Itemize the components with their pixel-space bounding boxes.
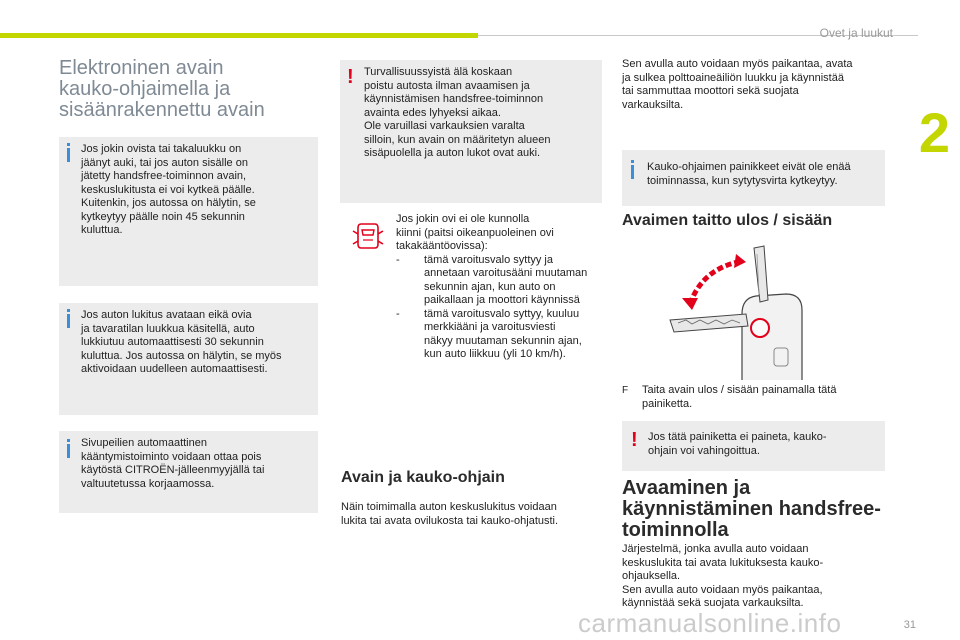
info-note [59,137,318,286]
text-line: poistu autosta ilman avaamisen ja [364,79,530,92]
page-title-line: sisäänrakennettu avain [59,99,265,121]
text-line: sisäpuolella ja auton lukot ovat auki. [364,147,541,159]
text-line: takakääntöovissa): [396,240,488,252]
fold-step [622,384,887,411]
text-line: jätetty handsfree-toiminnon avain, [81,170,247,182]
text-line: lukita tai avata ovilukosta tai kauko-ohjatusti. [341,514,559,527]
text-line: Sen avulla auto voidaan myös paikantaa, avata [622,58,853,70]
warning-icon: ! [631,429,638,451]
step-symbol: F [622,385,629,396]
text-line: kuluttua. [81,224,123,236]
text-line: kääntymistoiminto voidaan ottaa pois [81,450,262,463]
text-line: tai sammuttaa moottori sekä suojata [622,85,799,97]
info-note-text [81,143,313,238]
text-line: Ole varuillasi varkauksien varalta [364,120,525,132]
text-line: näkyy muutaman sekunnin ajan, [424,334,582,347]
door-warning-text [396,213,606,362]
text-line: merkkiääni ja varoitusviesti [424,321,556,333]
text-line: Jos jokin ovista tai takaluukku on [81,143,242,155]
text-line: aktivoidaan uudelleen automaattisesti. [81,363,268,375]
section-handsfree-text [622,543,887,611]
section-heading-handsfree [622,478,892,541]
warning-note-text [364,66,598,161]
text-line: käytöstä CITROËN-jälleenmyyjällä tai [81,464,265,476]
text-line: Jos auton lukitus avataan eikä ovia [81,309,252,321]
text-line: avainta edes lyhyeksi aikaa. [364,106,501,119]
text-line: ohjauksella. [622,570,681,582]
door-open-warning-icon [352,220,384,252]
text-line: Jos jokin ovi ei ole kunnolla [396,213,530,225]
text-line: keskuslukitusta ei voi kytkeä päälle. [81,183,255,196]
section-remote-text [341,501,603,528]
info-icon-bar [67,314,70,328]
list-dash: - [396,307,400,320]
info-icon [67,143,70,146]
info-note-text [81,309,315,377]
chapter-number: 2 [918,101,950,164]
list-item [396,308,606,362]
warning-note-text [648,431,882,458]
page-title-line: Elektroninen avain [59,57,224,79]
text-line: silloin, kun avain on määritetyn alueen [364,133,551,146]
text-line: sekunnin ajan, kun auto on [424,280,556,293]
info-note [59,431,318,513]
list-item [396,254,606,308]
warning-icon: ! [347,66,354,88]
list-dash: - [396,253,400,266]
right-intro-text [622,58,887,112]
info-note [59,303,318,415]
text-line: jäänyt auki, tai jos auton sisälle on [81,156,248,169]
text-line: Sivupeilien automaattinen [81,437,207,449]
page-title [59,58,319,121]
section-header-title: Ovet ja luukut [819,26,893,40]
text-line: Kauko-ohjaimen painikkeet eivät ole enää [647,161,851,173]
text-line: tämä varoitusvalo syttyy, kuuluu [424,307,580,320]
text-line: ja sulkea polttoaineäiliön luukku ja käynnistää [622,71,844,84]
text-line: paikallaan ja moottori käynnissä [424,294,580,306]
info-icon-bar [631,165,634,179]
text-line: tämä varoitusvalo syttyy ja [424,253,553,266]
text-line: ohjain voi vahingoittua. [648,444,760,457]
text-line: keskuslukita tai avata lukituksesta kauko- [622,556,824,569]
text-line: kun auto liikkuu (yli 10 km/h). [424,348,566,360]
info-icon-bar [67,444,70,458]
header-accent-bar [0,33,478,38]
key-fold-illustration [656,244,828,380]
text-line: Taita avain ulos / sisään painamalla tätä [642,384,837,396]
text-line: toiminnassa, kun sytytysvirta kytkeytyy. [647,174,838,187]
text-line: Jos tätä painiketta ei paineta, kauko- [648,431,827,443]
section-heading-remote: Avain ja kauko-ohjain [341,469,505,486]
warning-note [622,421,885,471]
info-icon-bar [67,148,70,162]
text-line: Näin toimimalla auton keskuslukitus voidaan [341,501,557,513]
text-line: käynnistää sekä suojata varkauksilta. [622,597,804,609]
heading-line: Avaaminen ja [622,477,751,499]
text-line: Turvallisuussyistä älä koskaan [364,66,513,78]
info-note [622,150,885,206]
section-heading-fold: Avaimen taitto ulos / sisään [622,212,833,229]
watermark: carmanualsonline.info [578,608,842,638]
text-line: kuluttua. Jos autossa on hälytin, se myös [81,349,282,362]
text-line: lukkiutuu automaattisesti 30 sekunnin [81,336,264,348]
text-line: painiketta. [642,397,693,410]
text-line: kiinni (paitsi oikeanpuoleinen ovi [396,226,554,239]
info-icon [67,309,70,312]
page-title-line: kauko-ohjaimella ja [59,78,231,100]
text-line: Sen avulla auto voidaan myös paikantaa, [622,583,823,596]
text-line: ja tavaratilan luukkua käsitellä, auto [81,322,255,335]
heading-line: toiminnolla [622,519,729,541]
text-line: valtuutetussa korjaamossa. [81,477,215,490]
text-line: Järjestelmä, jonka avulla auto voidaan [622,543,809,555]
text-line: kytkeytyy päälle noin 45 sekunnin [81,210,245,223]
page-number: 31 [903,619,916,631]
info-note-text [81,437,315,491]
text-line: Kuitenkin, jos autossa on hälytin, se [81,197,256,209]
heading-line: käynnistäminen handsfree- [622,498,881,520]
text-line: annetaan varoitusääni muutaman [424,267,588,279]
info-icon [631,160,634,163]
text-line: käynnistämisen handsfree-toiminnon [364,93,544,105]
warning-note [340,60,602,203]
info-note-text [647,161,883,188]
info-icon [67,439,70,442]
text-line: varkauksilta. [622,98,684,111]
